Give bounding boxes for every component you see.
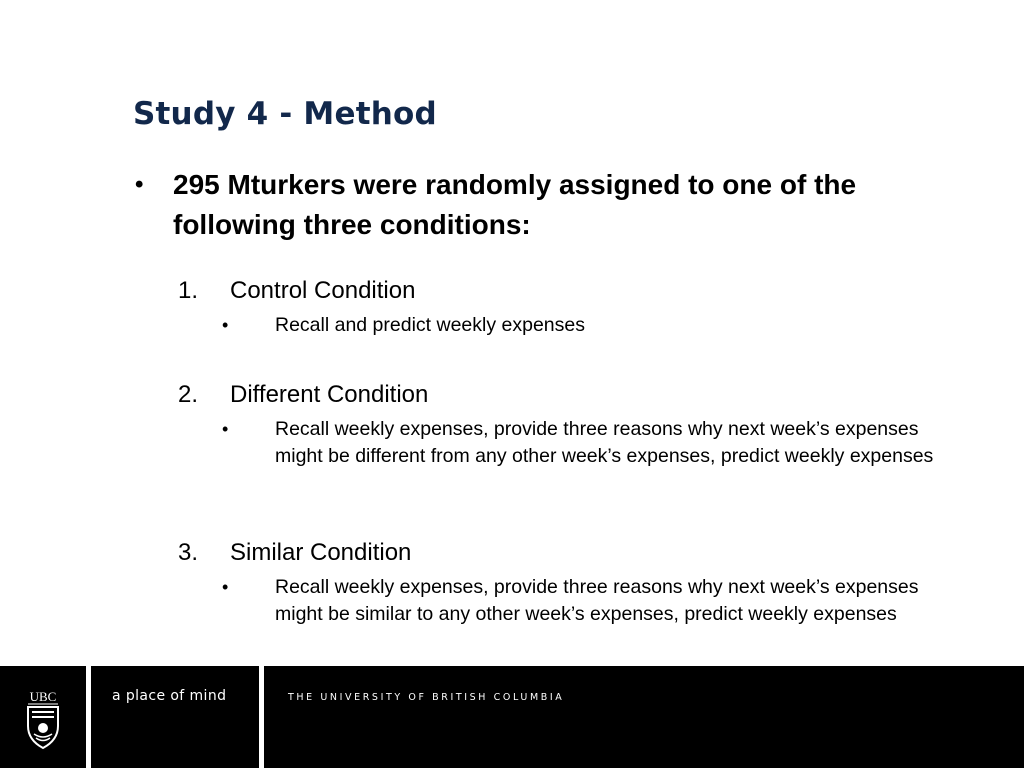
slide-title: Study 4 - Method [133, 96, 437, 132]
lead-text: 295 Mturkers were randomly assigned to one of the following three conditions: [173, 169, 857, 240]
bullet-marker: • [222, 419, 229, 439]
condition-name: Similar Condition [230, 539, 412, 566]
footer-divider [86, 666, 91, 768]
condition-number: 1. [178, 277, 199, 304]
condition-description: Recall weekly expenses, provide three reasons why next week’s expenses might be different from any other week’s expenses, predict weekly expenses [275, 418, 934, 467]
condition-description: Recall and predict weekly expenses [275, 314, 586, 336]
bullet-marker: • [222, 577, 229, 597]
condition-name: Different Condition [230, 381, 429, 408]
condition-number: 2. [178, 381, 199, 408]
condition-description-item [222, 574, 962, 628]
lead-bullet-point [133, 165, 933, 245]
bullet-marker: • [222, 315, 229, 335]
condition-number: 3. [178, 539, 199, 566]
university-name: THE UNIVERSITY OF BRITISH COLUMBIA [288, 692, 565, 703]
condition-name: Control Condition [230, 277, 416, 304]
condition-description-item [222, 312, 962, 339]
ubc-footer-bar [0, 666, 1024, 768]
condition-description-item [222, 416, 962, 470]
footer-divider [259, 666, 264, 768]
bullet-marker: • [135, 171, 144, 198]
ubc-crest-icon [24, 688, 62, 750]
logo-text: UBC [29, 689, 57, 704]
condition-description: Recall weekly expenses, provide three reasons why next week’s expenses might be similar to any other week’s expenses, predict weekly expenses [275, 576, 919, 625]
footer-tagline: a place of mind [112, 688, 227, 704]
